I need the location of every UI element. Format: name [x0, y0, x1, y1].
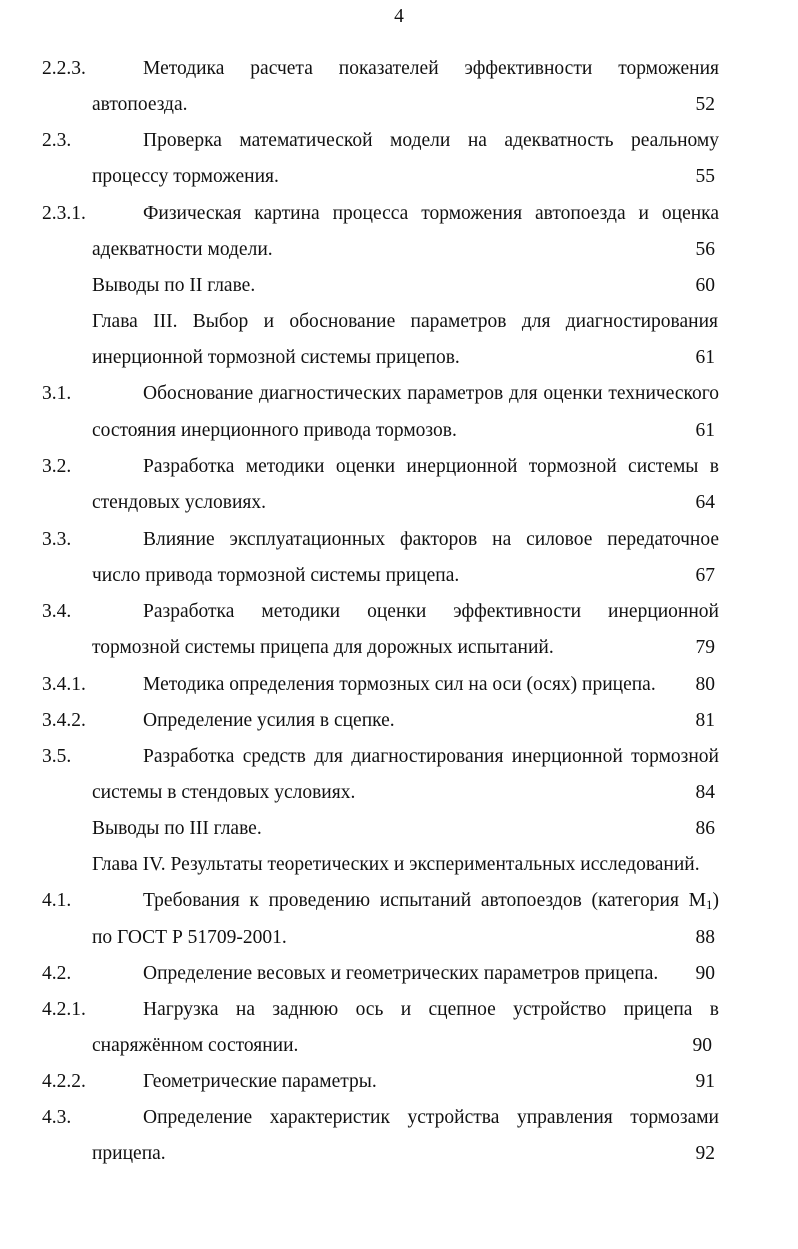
- section-title-continuation: по ГОСТ Р 51709-2001.: [92, 927, 287, 948]
- toc-entry-line: [0, 1143, 798, 1171]
- page-ref: 88: [695, 927, 715, 948]
- toc-entry-line: [0, 1035, 798, 1063]
- section-title: Методика расчета показателей эффективности торможения: [143, 58, 719, 79]
- toc-entry-line: [0, 94, 798, 122]
- section-title: [143, 890, 719, 913]
- section-title: Разработка средств для диагностирования инерционной тормозной: [143, 746, 719, 767]
- section-title-continuation: автопоезда.: [92, 94, 188, 115]
- toc-entry-line: [0, 1107, 798, 1135]
- section-title-continuation: стендовых условиях.: [92, 492, 266, 513]
- section-title: Методика определения тормозных сил на оси (осях) прицепа.: [143, 674, 656, 695]
- page-ref: 80: [695, 674, 715, 695]
- toc-entry-line: [0, 529, 798, 557]
- page-ref: 60: [695, 275, 715, 296]
- section-title: Разработка методики оценки эффективности инерционной: [143, 601, 719, 622]
- section-number: 2.3.: [42, 130, 72, 151]
- section-number: 3.4.: [42, 601, 72, 622]
- toc-entry-line: [0, 963, 798, 991]
- subscript: 1: [706, 897, 713, 912]
- page-ref: 56: [695, 239, 715, 260]
- section-number: 4.3.: [42, 1107, 72, 1128]
- section-number: 4.2.: [42, 963, 72, 984]
- page-ref: 81: [695, 710, 715, 731]
- page-ref: 91: [695, 1071, 715, 1092]
- page-ref: 92: [695, 1143, 715, 1164]
- toc-entry-line: [0, 275, 798, 303]
- section-title-continuation: число привода тормозной системы прицепа.: [92, 565, 460, 586]
- section-title: Геометрические параметры.: [143, 1071, 377, 1092]
- section-title-continuation: тормозной системы прицепа для дорожных испытаний.: [92, 637, 554, 658]
- toc-entry-line: [0, 890, 798, 918]
- section-number: 3.5.: [42, 746, 72, 767]
- toc-entry-line: [0, 130, 798, 158]
- toc-entry-line: [0, 166, 798, 194]
- page-ref: 86: [695, 818, 715, 839]
- section-number: 3.4.2.: [42, 710, 86, 731]
- section-number: 3.3.: [42, 529, 72, 550]
- section-number: 4.1.: [42, 890, 72, 911]
- page-ref: 90: [692, 1035, 712, 1056]
- section-title-continuation: системы в стендовых условиях.: [92, 782, 356, 803]
- page-ref: 90: [695, 963, 715, 984]
- section-number: 4.2.2.: [42, 1071, 86, 1092]
- page-number: 4: [394, 6, 404, 27]
- section-title: Влияние эксплуатационных факторов на силовое передаточное: [143, 529, 719, 550]
- toc-entry-line: [0, 999, 798, 1027]
- section-title: Разработка методики оценки инерционной тормозной системы в: [143, 456, 719, 477]
- section-title: Определение усилия в сцепке.: [143, 710, 395, 731]
- toc-entry-line: [0, 854, 798, 882]
- page-ref: 52: [695, 94, 715, 115]
- toc-entry-line: [0, 927, 798, 955]
- toc-entry-line: [0, 746, 798, 774]
- chapter-title-continuation: инерционной тормозной системы прицепов.: [92, 347, 460, 368]
- page-ref: 61: [695, 420, 715, 441]
- toc-entry-line: [0, 420, 798, 448]
- section-number: 4.2.1.: [42, 999, 86, 1020]
- toc-entry-line: [0, 710, 798, 738]
- toc-entry-line: [0, 818, 798, 846]
- section-title-continuation: адекватности модели.: [92, 239, 273, 260]
- section-title-continuation: состояния инерционного привода тормозов.: [92, 420, 457, 441]
- section-title-continuation: прицепа.: [92, 1143, 166, 1164]
- toc-entry-line: [0, 674, 798, 702]
- section-number: 2.3.1.: [42, 203, 86, 224]
- conclusions-title: Выводы по II главе.: [92, 275, 256, 296]
- chapter-title: Глава IV. Результаты теоретических и экспериментальных исследований.: [92, 854, 700, 875]
- section-title-text: Требования к проведению испытаний автопоездов (категория M: [143, 890, 706, 911]
- toc-entry-line: [0, 239, 798, 267]
- toc-entry-line: [0, 58, 798, 86]
- page-ref: 55: [695, 166, 715, 187]
- page-ref: 61: [695, 347, 715, 368]
- toc-entry-line: [0, 311, 798, 339]
- section-title-continuation: процессу торможения.: [92, 166, 279, 187]
- toc-entry-line: [0, 347, 798, 375]
- section-title: Определение весовых и геометрических параметров прицепа.: [143, 963, 659, 984]
- chapter-title: Глава III. Выбор и обоснование параметров для диагностирования: [92, 311, 718, 332]
- section-title: Обоснование диагностических параметров для оценки технического: [143, 383, 719, 404]
- toc-entry-line: [0, 565, 798, 593]
- toc-entry-line: [0, 637, 798, 665]
- section-number: 3.4.1.: [42, 674, 86, 695]
- section-number: 2.2.3.: [42, 58, 86, 79]
- conclusions-title: Выводы по III главе.: [92, 818, 262, 839]
- toc-entry-line: [0, 1071, 798, 1099]
- section-title: Проверка математической модели на адекватность реальному: [143, 130, 719, 151]
- toc-entry-line: [0, 456, 798, 484]
- toc-entry-line: [0, 782, 798, 810]
- toc-entry-line: [0, 601, 798, 629]
- toc-entry-line: [0, 492, 798, 520]
- toc-entry-line: [0, 203, 798, 231]
- toc-entry-line: [0, 383, 798, 411]
- section-title: Физическая картина процесса торможения автопоезда и оценка: [143, 203, 719, 224]
- page-ref: 67: [695, 565, 715, 586]
- page-ref: 84: [695, 782, 715, 803]
- section-title-continuation: снаряжённом состоянии.: [92, 1035, 299, 1056]
- section-title: Нагрузка на заднюю ось и сцепное устройство прицепа в: [143, 999, 719, 1020]
- section-number: 3.1.: [42, 383, 72, 404]
- page-ref: 79: [695, 637, 715, 658]
- section-title: Определение характеристик устройства управления тормозами: [143, 1107, 719, 1128]
- closing-paren: ): [712, 890, 719, 911]
- section-number: 3.2.: [42, 456, 72, 477]
- page-ref: 64: [695, 492, 715, 513]
